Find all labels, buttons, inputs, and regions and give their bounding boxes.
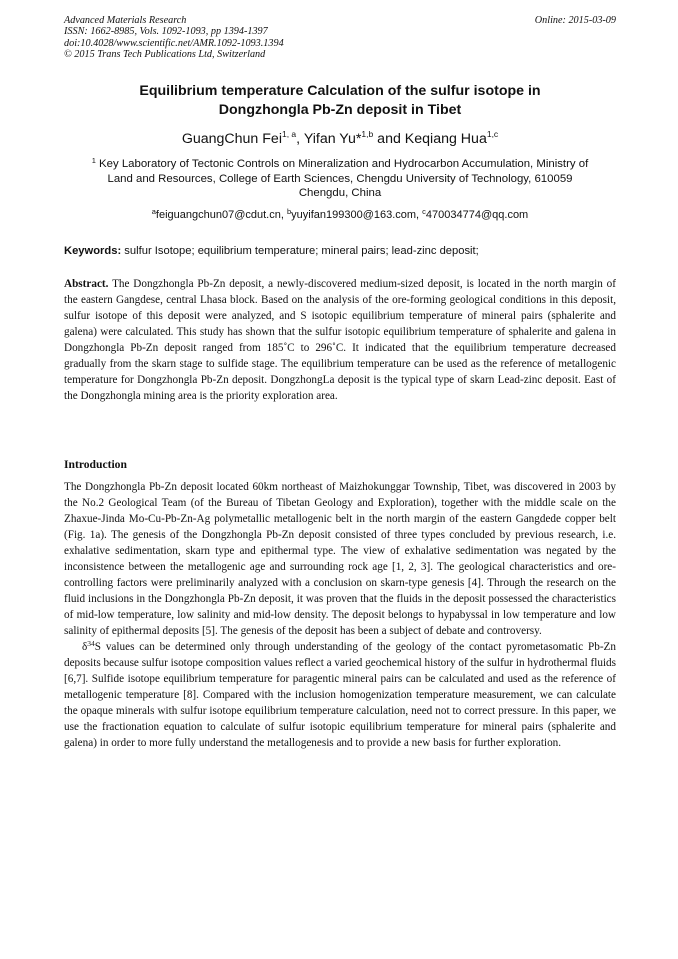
email-c[interactable]: 470034774@qq.com (425, 209, 529, 221)
affiliation-sup: 1 (91, 156, 96, 165)
intro-paragraph-2-text: S values can be determined only through understanding of the geology of the contact pyrometasomatic Pb-Zn deposits because sulfur isotope composition values reflect a varied geochemical history of the sulfur in hydrothermal fluids [6,7]. Sulfide isotope equilibrium temperature for paragentic mineral pairs can be calculated and used as the reference of metallogenic temperature [8]. Compared with the inclusion homogenization temperature measurement, we can calculate the opaque minerals with sulfur isotope equilibrium temperature calculation, need not to correct pressure. In this paper, we use the fractionation equation to calculate of sulfur isotopic equilibrium temperature for mineral pairs (sphalerite and galena) in order to more fully understand the metallogenesis and to provide a new basis for further exploration. (64, 641, 616, 749)
abstract-text: The Dongzhongla Pb-Zn deposit, a newly-discovered medium-sized deposit, is located in the north margin of the eastern Gangdese, central Lhasa block. Based on the analysis of the ore-forming geological conditions in this deposit, sulfur isotope of this deposit were analyzed, and S isotopic equilibrium temperature of mineral pairs (sphalerite and galena) were calculated. This study has shown that the sulfur isotopic equilibrium temperature of sphalerite and galena in Dongzhongla Pb-Zn deposit ranged from 185˚C to 296˚C. It indicated that the equilibrium temperature decreased gradually from the skarn stage to sulfide stage. The equilibrium temperature can be used as the reference of metallogenic temperature for Dongzhongla Pb-Zn deposit. DongzhongLa deposit is the typical type of skarn Lead-zinc deposit. East of the Dongzhongla mining area is the priority exploration area. (64, 278, 616, 402)
abstract (64, 276, 616, 404)
journal-copyright: © 2015 Trans Tech Publications Ltd, Switzerland (64, 49, 266, 61)
title-line-2: Dongzhongla Pb-Zn deposit in Tibet (218, 102, 462, 118)
author-1-sup: 1, a (281, 129, 297, 139)
intro-paragraph-2 (64, 639, 616, 751)
email-a[interactable]: feiguangchun07@cdut.cn, (155, 209, 287, 221)
paper-title (64, 82, 616, 120)
email-b-sup: b (286, 207, 292, 216)
journal-header (64, 15, 616, 61)
keywords-text: sulfur Isotope; equilibrium temperature; mineral pairs; lead-zinc deposit; (121, 245, 479, 257)
email-b[interactable]: yuyifan199300@163.com, (291, 209, 423, 221)
keywords-label: Keywords: (64, 245, 122, 257)
author-2-sup: 1,b (361, 129, 374, 139)
journal-issn: ISSN: 1662-8985, Vols. 1092-1093, pp 1394-1397 (64, 26, 268, 38)
introduction-heading: Introduction (64, 458, 127, 471)
affiliation-line-1: Key Laboratory of Tectonic Controls on Mineralization and Hydrocarbon Accumulation, Ministry of (95, 158, 589, 170)
email-c-sup: c (422, 207, 426, 216)
keywords (64, 244, 616, 258)
author-separator-2: and (373, 131, 405, 147)
author-3-name: Keqiang Hua (404, 131, 487, 147)
author-3-sup: 1,c (486, 129, 499, 139)
author-1-name: GuangChun Fei (181, 131, 282, 147)
journal-name: Advanced Materials Research (64, 15, 187, 26)
affiliation-line-2: Land and Resources, College of Earth Sciences, Chengdu University of Technology, 610059 (107, 172, 573, 185)
online-date: Online: 2015-03-09 (534, 15, 616, 26)
introduction-body (64, 479, 616, 751)
email-a-sup: a (151, 207, 156, 216)
journal-doi: doi:10.4028/www.scientific.net/AMR.1092-1093.1394 (64, 37, 284, 49)
title-line-1: Equilibrium temperature Calculation of the sulfur isotope in (139, 83, 541, 99)
author-emails (64, 208, 616, 222)
author-list (64, 130, 616, 148)
affiliation-line-3: Chengdu, China (298, 187, 382, 200)
delta-symbol: δ (82, 641, 88, 653)
abstract-label: Abstract. (64, 278, 109, 290)
affiliation (64, 157, 616, 201)
author-2-name: Yifan Yu* (303, 131, 362, 147)
isotope-sup: 34 (87, 639, 95, 648)
author-separator-1: , (296, 131, 304, 147)
intro-paragraph-1: The Dongzhongla Pb-Zn deposit located 60km northeast of Maizhokunggar Township, Tibet, was discovered in 2003 by the No.2 Geological Team (of the Bureau of Tibetan Geology and Exploration), together with the middle scale on the Zhaxue-Jinda Mo-Cu-Pb-Zn-Ag polymetallic metallogenic belt in the north margin of the eastern Gangdede copper belt (Fig. 1a). The genesis of the Dongzhongla Pb-Zn deposit consisted of three types concluded by previous research, i.e. exhalative sedimentation, skarn type and epithermal type. The view of exhalative sedimentation was negated by the inconsistence between the metallogenic age and surrounding rock age [1, 2, 3]. The geological characteristics and ore-controlling factors were preliminarily analyzed with a conclusion on skarn-type genesis [4]. Through the research on the fluid inclusions in the Dongzhongla Pb-Zn deposit, it was proven that the fluids in the deposit possessed the characteristics of mid-low temperature, low salinity and mid-low density. The deposit belongs to hypabyssal in low temperature and low salinity of epithermal deposits [5]. The genesis of the deposit has been a subject of debate and controversy. (64, 481, 616, 637)
